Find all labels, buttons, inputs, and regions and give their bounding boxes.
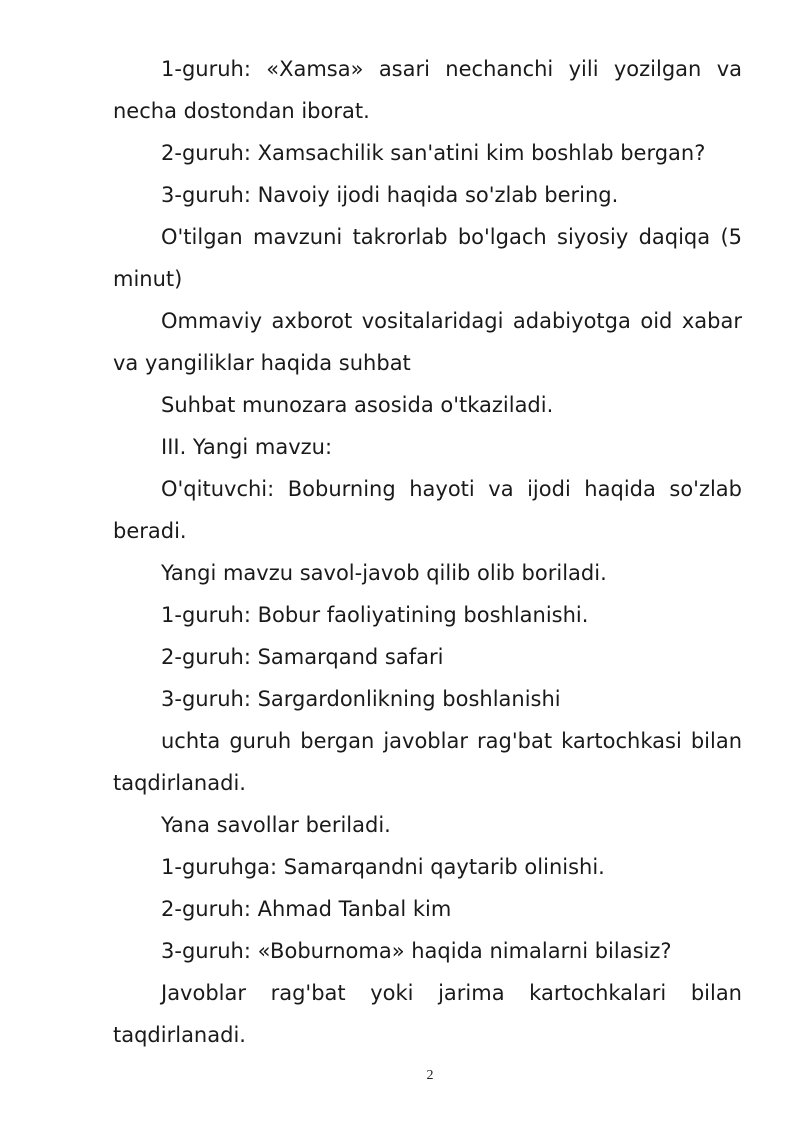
section-heading-new-topic: III. Yangi mavzu: (161, 435, 333, 459)
paragraph-reward-cards: uchta guruh bergan javoblar rag'bat kartochkasi bilan taqdirlanadi. (113, 729, 742, 795)
paragraph-qa-method: Yangi mavzu savol-javob qilib olib boriladi. (161, 561, 607, 585)
paragraph-debate: Suhbat munozara asosida o'tkaziladi. (161, 393, 554, 417)
page-number: 2 (426, 1068, 434, 1083)
paragraph-group3-topic: 3-guruh: Sargardonlikning boshlanishi (161, 687, 561, 711)
paragraph-group1-topic: 1-guruh: Bobur faoliyatining boshlanishi. (161, 603, 589, 627)
document-page (113, 48, 742, 1056)
paragraph-group2-question-2: 2-guruh: Ahmad Tanbal kim (161, 897, 452, 921)
paragraph-more-questions: Yana savollar beriladi. (161, 813, 391, 837)
paragraph-group1-question-2: 1-guruhga: Samarqandni qaytarib olinishi. (161, 855, 605, 879)
paragraph-group1-question: 1-guruh: «Xamsa» asari nechanchi yili yozilgan va necha dostondan iborat. (113, 57, 742, 123)
paragraph-group2-topic: 2-guruh: Samarqand safari (161, 645, 444, 669)
paragraph-media-discussion: Ommaviy axborot vositalaridagi adabiyotga oid xabar va yangiliklar haqida suhbat (113, 309, 742, 375)
paragraph-group3-question: 3-guruh: Navoiy ijodi haqida so'zlab bering. (161, 183, 619, 207)
paragraph-group2-question: 2-guruh: Xamsachilik san'atini kim boshlab bergan? (161, 141, 706, 165)
paragraph-teacher: O'qituvchi: Boburning hayoti va ijodi haqida so'zlab beradi. (113, 477, 742, 543)
paragraph-political-minute: O'tilgan mavzuni takrorlab bo'lgach siyosiy daqiqa (5 minut) (113, 225, 742, 291)
paragraph-group3-question-2: 3-guruh: «Boburnoma» haqida nimalarni bilasiz? (161, 939, 672, 963)
paragraph-answers-rewarded: Javoblar rag'bat yoki jarima kartochkalari bilan taqdirlanadi. (113, 981, 742, 1047)
